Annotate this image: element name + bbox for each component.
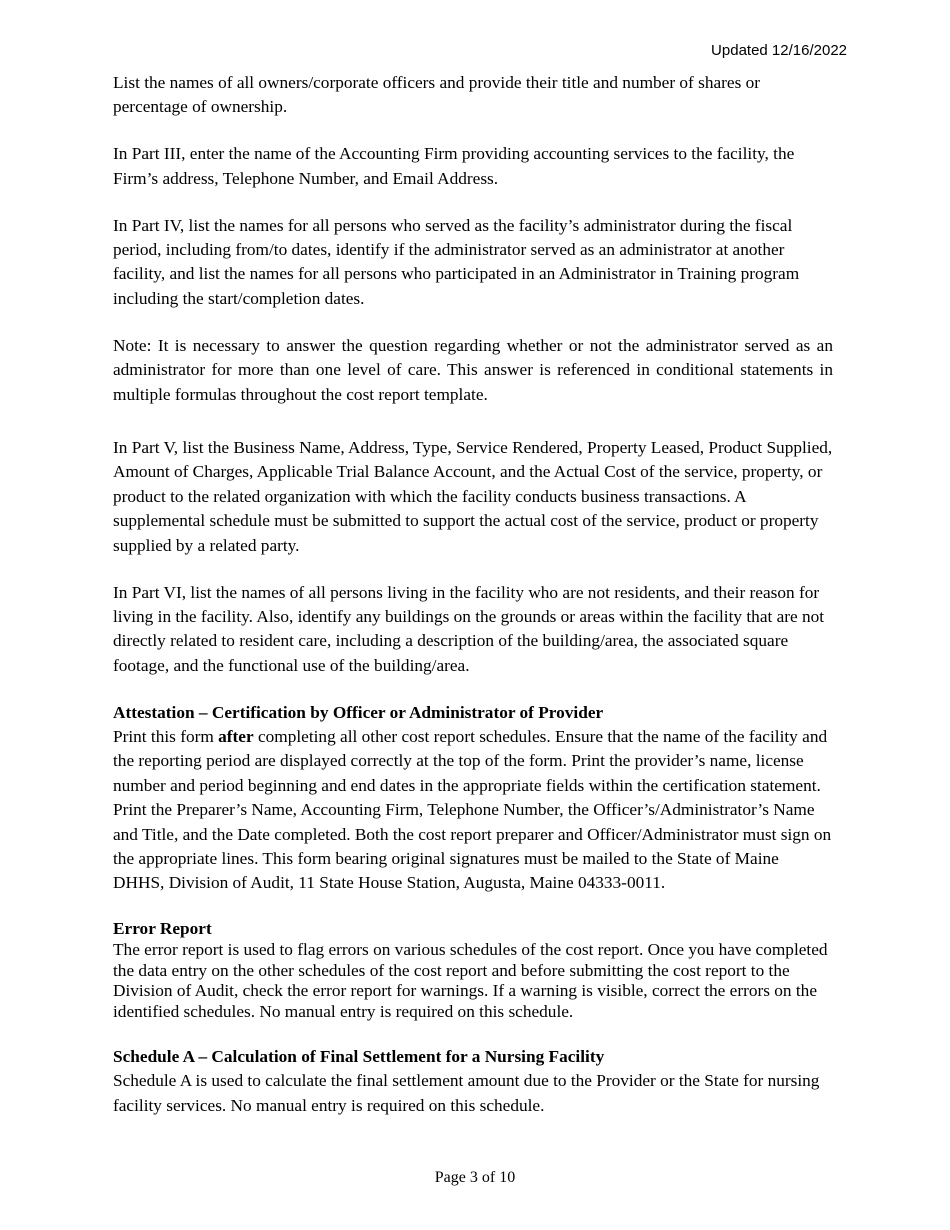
attestation-emphasis: after (218, 727, 254, 747)
attestation-heading: Attestation – Certification by Officer or Administrator of Provider (113, 702, 604, 722)
part6-paragraph: In Part VI, list the names of all persons living in the facility who are not residents, and their reason for living in the facility. Also, identify any buildings on the grounds or areas within the facility that are not directly related to resident care, including a description of the building/area, the associated square footage, and the functional use of the building/area. (113, 582, 825, 675)
part3-paragraph: In Part III, enter the name of the Accounting Firm providing accounting services to the facility, the Firm’s address, Telephone Number, and Email Address. (113, 144, 795, 188)
updated-date: Updated 12/16/2022 (711, 42, 847, 59)
attestation-paragraph (113, 725, 833, 896)
attestation-text-start: Print this form (113, 727, 219, 747)
page-number: Page 3 of 10 (434, 1169, 516, 1186)
attestation-text-end: completing all other cost report schedules. Ensure that the name of the facility and the reporting period are displayed correctly at the top of the form. Print the provider’s name, license number and period beginning and end dates in the appropriate fields within the certification statement. Print the Preparer’s Name, Accounting Firm, Telephone Number, the Officer’s/Administrator’s Name and Title, and the Date completed. Both the cost report preparer and Officer/Administrator must sign on the appropriate lines. This form bearing original signatures must be mailed to the State of Maine DHHS, Division of Audit, 11 State House Station, Augusta, Maine 04333-0011. (113, 727, 832, 893)
document-body (113, 71, 833, 1118)
note-paragraph: Note: It is necessary to answer the question regarding whether or not the administrator served as an administrator for more than one level of care. This answer is referenced in conditional statements in multiple formulas throughout the cost report template. (113, 335, 833, 404)
part4-paragraph: In Part IV, list the names for all persons who served as the facility’s administrator during the fiscal period, including from/to dates, identify if the administrator served as an administrator at another facility, and list the names for all persons who participated in an Administrator in Training program including the start/completion dates. (113, 215, 800, 308)
owners-paragraph: List the names of all owners/corporate officers and provide their title and number of shares or percentage of ownership. (113, 73, 761, 117)
schedule-a-heading: Schedule A – Calculation of Final Settlement for a Nursing Facility (113, 1046, 605, 1066)
part5-paragraph: In Part V, list the Business Name, Address, Type, Service Rendered, Property Leased, Product Supplied, Amount of Charges, Applicable Trial Balance Account, and the Actual Cost of the service, property, or product to the related organization with which the facility conducts business transactions. A supplemental schedule must be submitted to support the actual cost of the service, product or property supplied by a related party. (113, 437, 833, 555)
error-report-paragraph: The error report is used to flag errors on various schedules of the cost report. Once you have completed the data entry on the other schedules of the cost report and before submitting the cost report to the Division of Audit, check the error report for warnings. If a warning is visible, correct the errors on the identified schedules. No manual entry is required on this schedule. (113, 940, 828, 1021)
error-report-heading: Error Report (113, 919, 212, 939)
schedule-a-paragraph: Schedule A is used to calculate the final settlement amount due to the Provider or the State for nursing facility services. No manual entry is required on this schedule. (113, 1071, 820, 1115)
